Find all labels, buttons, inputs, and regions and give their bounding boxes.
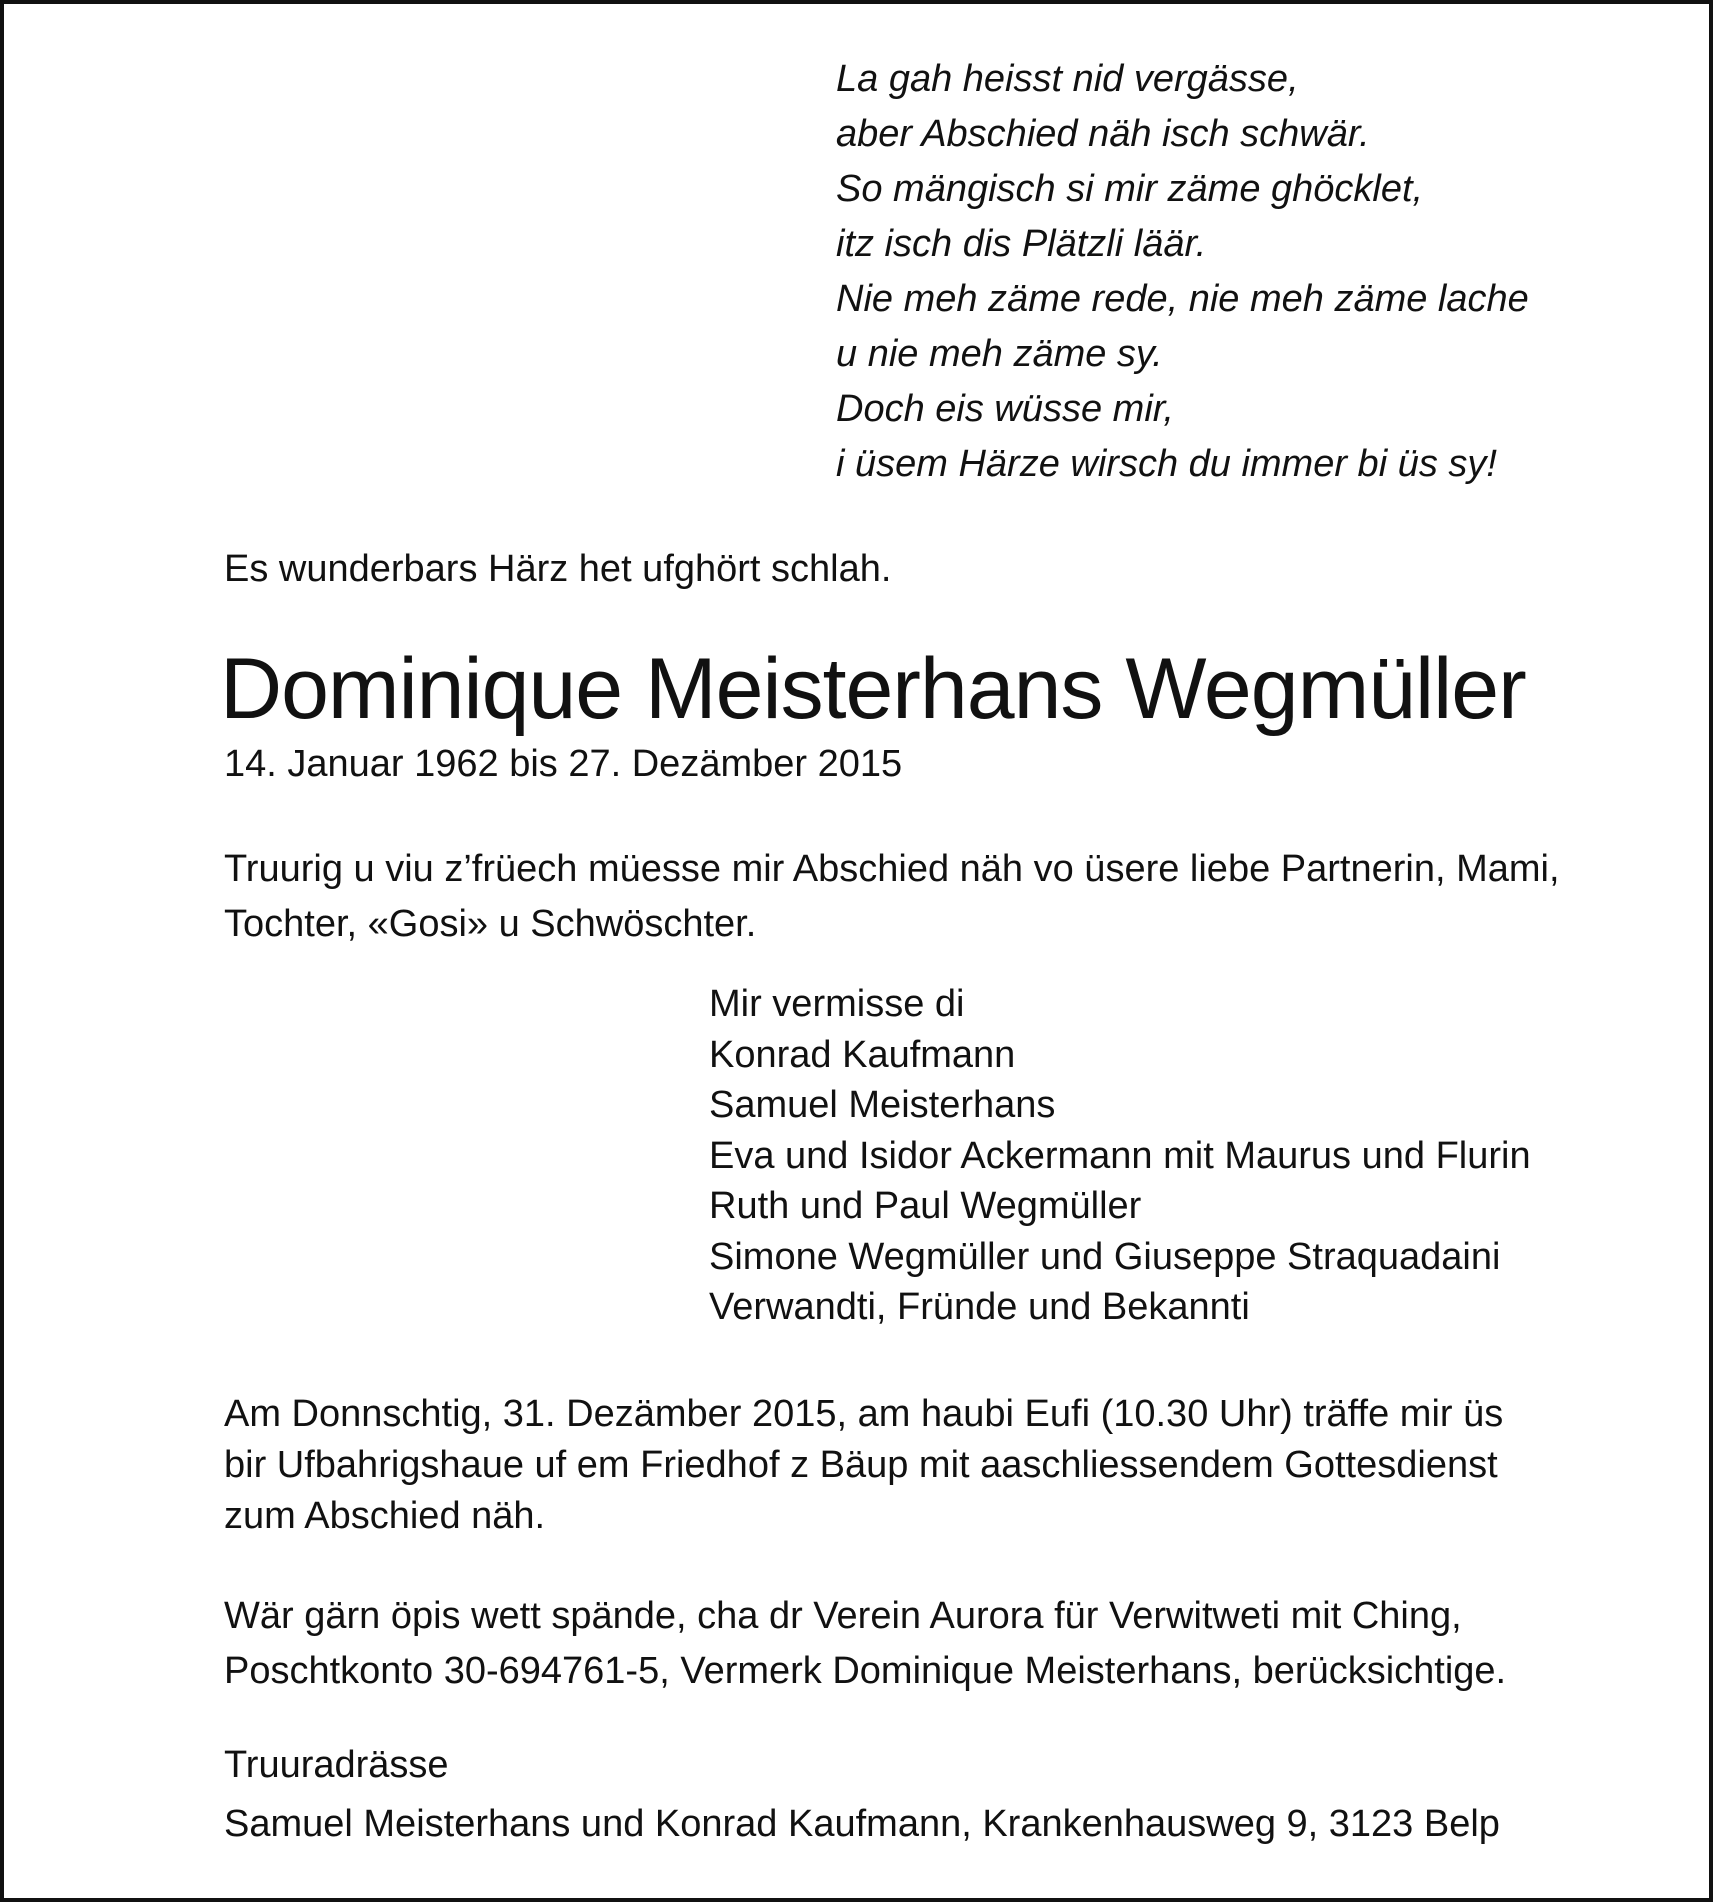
life-dates: 14. Januar 1962 bis 27. Dezämber 2015: [224, 743, 903, 785]
announcement: [224, 842, 1624, 952]
mourners-line: Mir vermisse di: [709, 983, 965, 1025]
poem-line: i üsem Härze wirsch du immer bi üs sy!: [836, 443, 1497, 485]
ceremony-line: zum Abschied näh.: [224, 1495, 546, 1537]
poem-line: itz isch dis Plätzli läär.: [836, 223, 1207, 265]
mourning-address: Samuel Meisterhans und Konrad Kaufmann, Krankenhausweg 9, 3123 Belp: [224, 1803, 1500, 1845]
poem-line: aber Abschied näh isch schwär.: [836, 113, 1370, 155]
mourners-line: Simone Wegmüller und Giuseppe Straquadaini: [709, 1235, 1501, 1278]
mourners-line: Verwandti, Fründe und Bekannti: [709, 1286, 1250, 1328]
mourners-line: Eva und Isidor Ackermann mit Maurus und Flurin: [709, 1134, 1531, 1177]
ceremony-line: bir Ufbahrigshaue uf em Friedhof z Bäup mit aaschliessendem Gottesdienst: [224, 1444, 1498, 1486]
deceased-name: Dominique Meisterhans Wegmüller: [220, 641, 1526, 737]
poem-line: So mängisch si mir zäme ghöcklet,: [836, 168, 1424, 210]
poem: [836, 52, 1529, 492]
mourners-list: [709, 979, 1531, 1333]
poem-line: La gah heisst nid vergässe,: [836, 58, 1299, 100]
intro-text: Es wunderbars Härz het ufghört schlah.: [224, 548, 892, 590]
donation-info: [224, 1589, 1624, 1699]
mourners-line: Konrad Kaufmann: [709, 1033, 1016, 1076]
ceremony-info: [224, 1389, 1624, 1542]
poem-line: Doch eis wüsse mir,: [836, 388, 1174, 430]
donation-line: Wär gärn öpis wett spände, cha dr Verein Aurora für Verwitweti mit Ching,: [224, 1595, 1462, 1637]
announcement-line: Tochter, «Gosi» u Schwöschter.: [224, 903, 757, 945]
ceremony-line: Am Donnschtig, 31. Dezämber 2015, am haubi Eufi (10.30 Uhr) träffe mir üs: [224, 1393, 1504, 1435]
announcement-line: Truurig u viu z’früech müesse mir Abschied näh vo üsere liebe Partnerin, Mami,: [224, 848, 1560, 890]
donation-line: Poschtkonto 30-694761-5, Vermerk Dominique Meisterhans, berücksichtige.: [224, 1650, 1507, 1692]
mourners-line: Samuel Meisterhans: [709, 1084, 1056, 1126]
poem-line: u nie meh zäme sy.: [836, 333, 1163, 375]
mourners-line: Ruth und Paul Wegmüller: [709, 1185, 1142, 1227]
address-label: Truuradrässe: [224, 1744, 449, 1786]
poem-line: Nie meh zäme rede, nie meh zäme lache: [836, 278, 1529, 320]
